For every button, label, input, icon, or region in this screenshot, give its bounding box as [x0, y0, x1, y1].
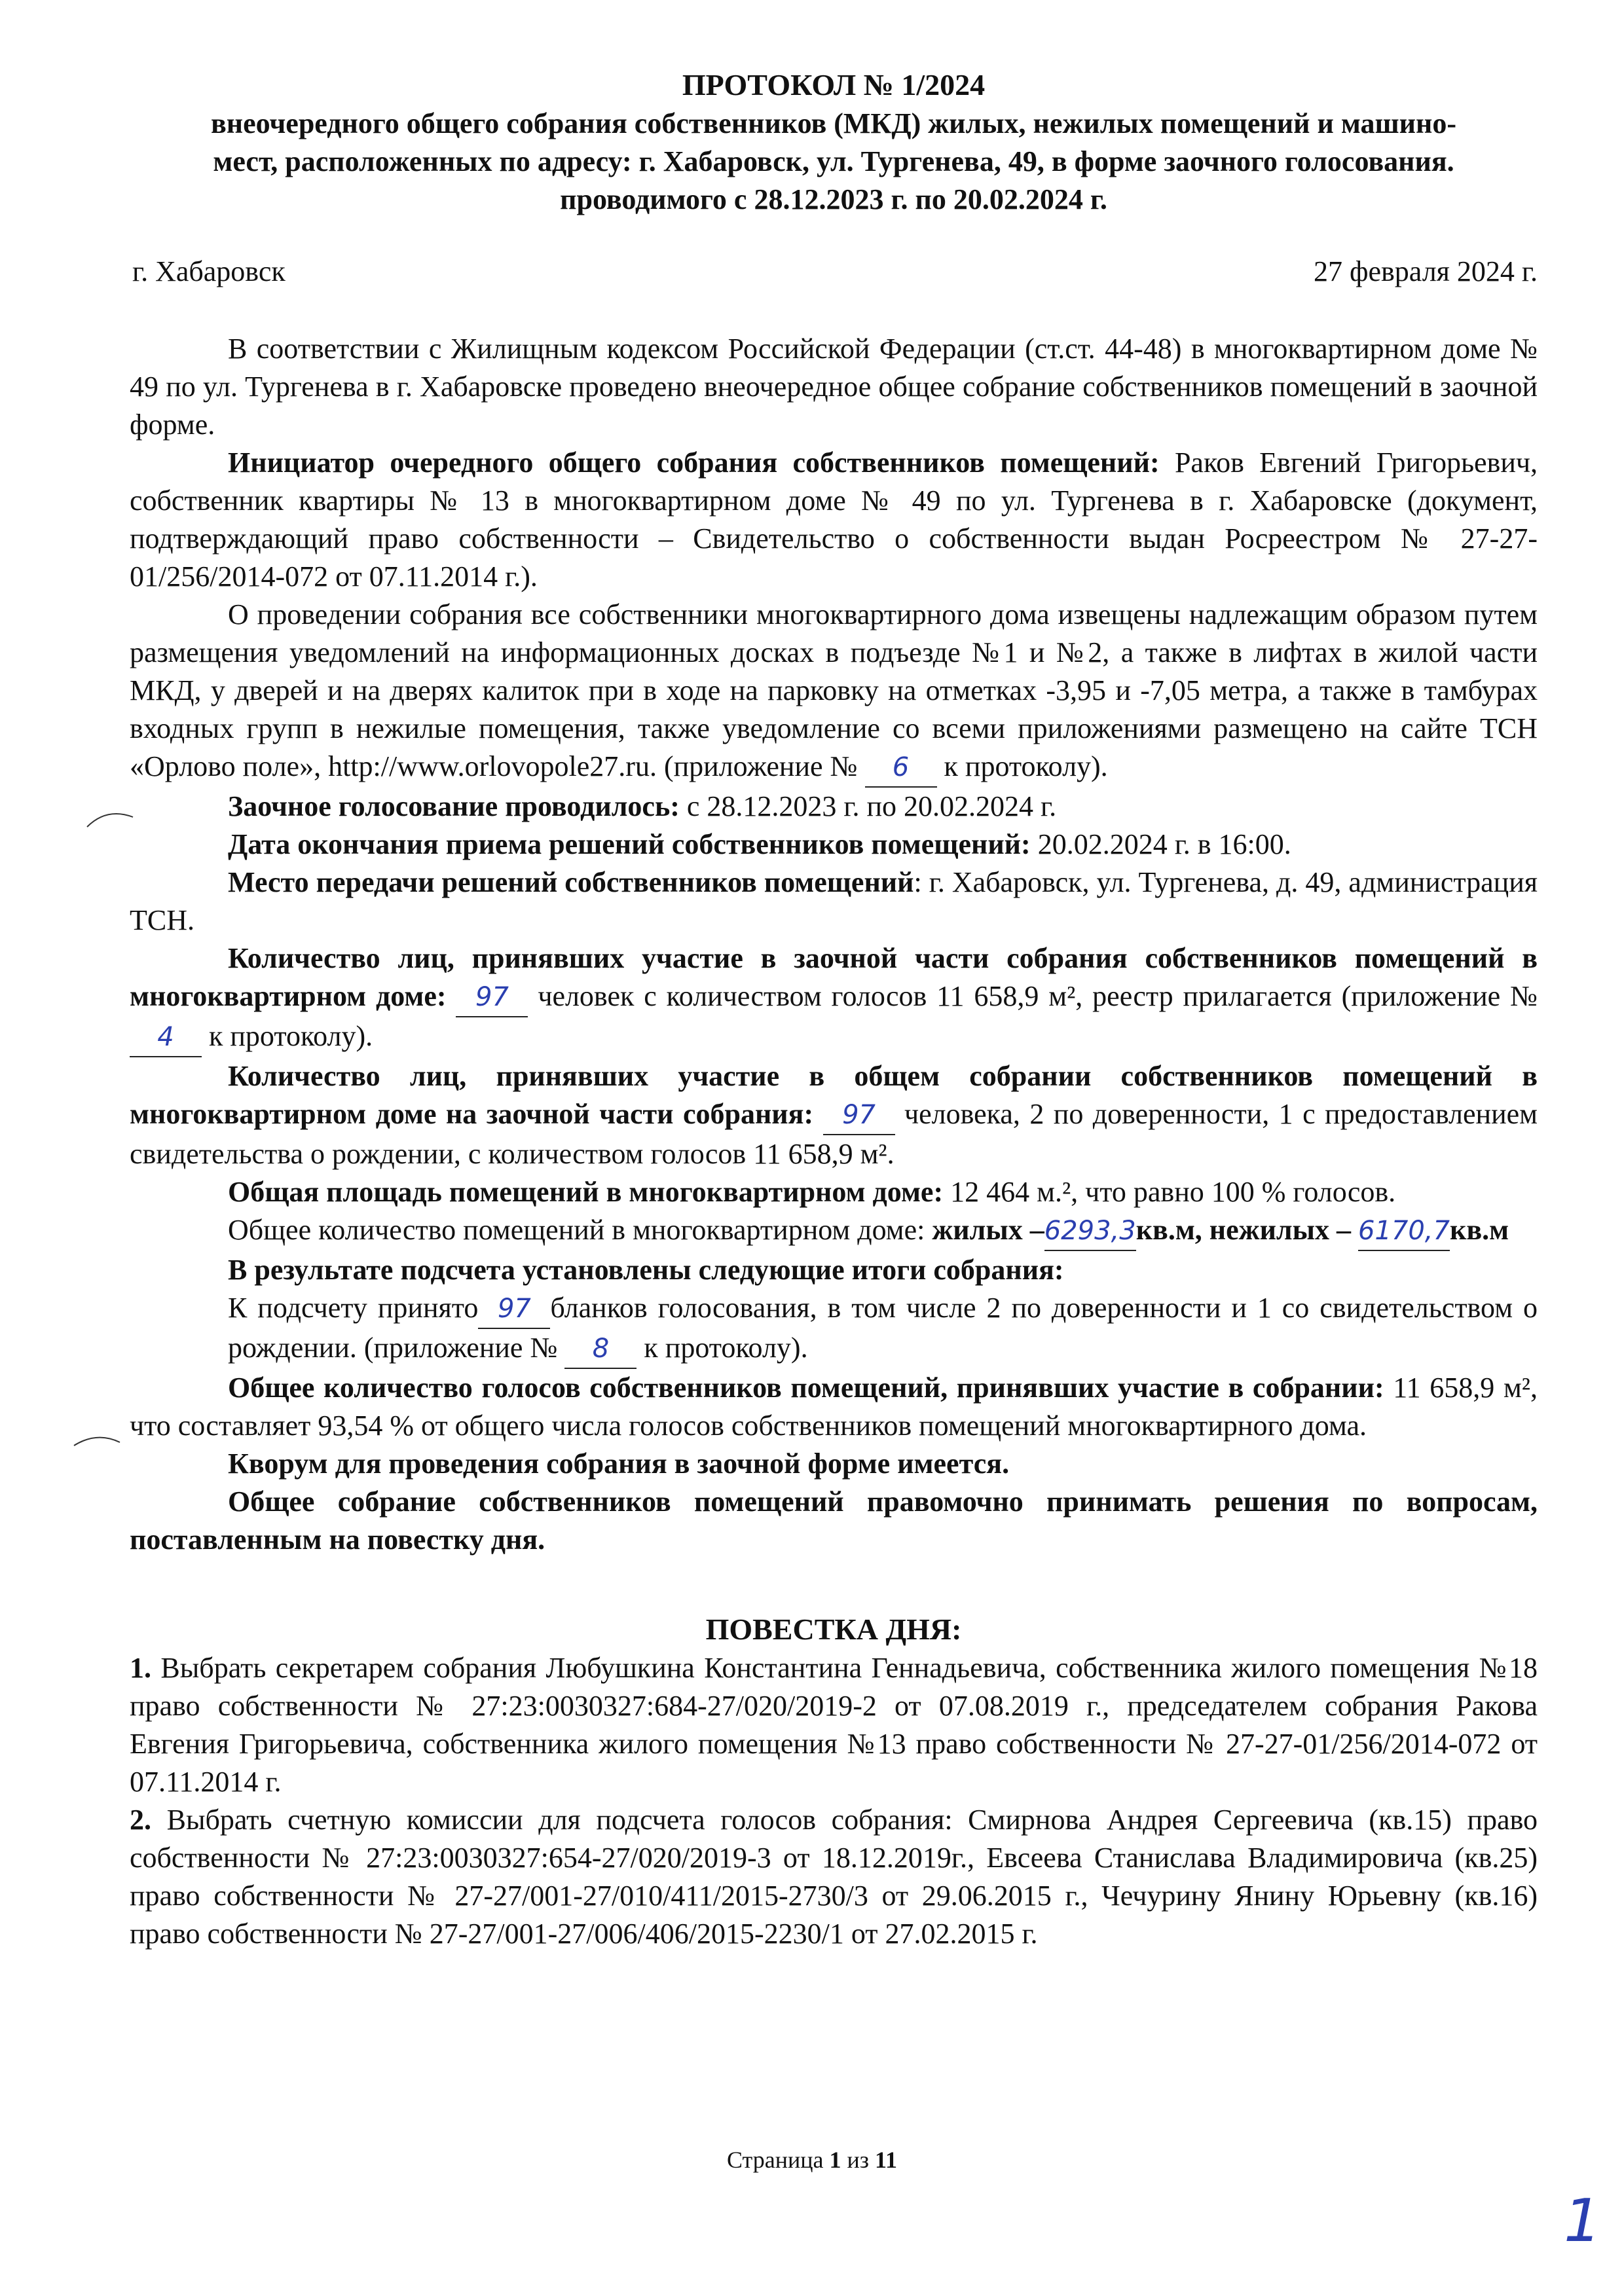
agenda-item-1	[130, 1649, 1538, 1801]
total-area-label: Общая площадь помещений в многоквартирном доме:	[228, 1176, 944, 1208]
handwritten-general-participants-count: 97	[823, 1096, 895, 1135]
notice-text: О проведении собрания все собственники многоквартирного дома извещены надлежащим образом путем размещения уведомлений на информационных досках в подъезде №1 и №2, а также в лифтах в жилой части МКД, у дверей и на дверях калиток при в ходе на парковку на отметках -3,95 и -7,05 метра, а также в тамбурах входных групп в нежилые помещения, также уведомление со всеми приложениями размещено на сайте ТСН «Орлово поле», http://www.orlovopole27.ru. (приложение №	[130, 598, 1538, 782]
participants-tail: к протоколу).	[202, 1020, 373, 1052]
total-area-text: 12 464 м.², что равно 100 % голосов.	[943, 1176, 1396, 1208]
general-participants-paragraph	[130, 1057, 1538, 1173]
agenda-item-number: 2.	[130, 1804, 151, 1836]
protocol-subtitle-line-2: мест, расположенных по адресу: г. Хабаровск, ул. Тургенева, 49, в форме заочного голосования.	[213, 145, 1454, 177]
participants-text: человек с количеством голосов 11 658,9 м², реестр прилагается (приложение №	[528, 980, 1538, 1012]
agenda-item-text: Выбрать секретарем собрания Любушкина Константина Геннадьевича, собственника жилого помещения №18 право собственности № 27:23:0030327:684-27/020/2019-2 от 07.08.2019 г., председателем собрания Ракова Евгения Григорьевича, собственника жилого помещения №13 право собственности № 27-27-01/256/2014-072 от 07.11.2014 г.	[130, 1652, 1538, 1798]
quorum-paragraph: Кворум для проведения собрания в заочной форме имеется.	[228, 1448, 1010, 1480]
protocol-subtitle-line-3: проводимого с 28.12.2023 г. по 20.02.2024 г.	[560, 183, 1107, 215]
handwritten-residential-area: 6293,3	[1044, 1212, 1136, 1251]
page-prefix: Страница	[727, 2147, 830, 2173]
handwritten-appendix-number: 6	[865, 748, 937, 788]
votes-label: Общее количество голосов собственников помещений, принявших участие в собрании:	[228, 1372, 1384, 1404]
agenda-item-text: Выбрать счетную комиссии для подсчета голосов собрания: Смирнова Андрея Сергеевича (кв.15) право собственности № 27:23:0030327:654-27/020/2019-3 от 18.12.2019г., Евсеева Станислава Владимировича (кв.25) право собственности № 27-27/001-27/010/411/2015-2730/3 от 29.06.2015 г., Чечурину Янину Юрьевну (кв.16) право собственности № 27-27/001-27/006/406/2015-2230/1 от 27.02.2015 г.	[130, 1804, 1538, 1950]
delivery-place-paragraph	[130, 864, 1538, 939]
voting-period-paragraph	[130, 788, 1538, 826]
competence-paragraph: Общее собрание собственников помещений правомочно принимать решения по вопросам, поставленным на повестку дня.	[130, 1485, 1538, 1556]
initiator-label: Инициатор очередного общего собрания собственников помещений:	[228, 446, 1160, 479]
ballots-end: к протоколу).	[637, 1332, 808, 1364]
notice-tail: к протоколу).	[936, 750, 1108, 782]
handwritten-nonresidential-area: 6170,7	[1358, 1212, 1450, 1251]
votes-paragraph	[130, 1369, 1538, 1445]
general-participants-label: Количество лиц, принявших участие в общем собрании собственников помещений в многоквартирном доме на заочной части собрания:	[130, 1060, 1538, 1130]
handwritten-registry-appendix: 4	[130, 1018, 202, 1057]
agenda-item-number: 1.	[130, 1652, 151, 1684]
agenda-item-2	[130, 1801, 1538, 1953]
delivery-place-text: : г. Хабаровск, ул. Тургенева, д. 49, администрация ТСН.	[130, 866, 1538, 936]
participants-paragraph	[130, 939, 1538, 1057]
notice-paragraph	[130, 596, 1538, 788]
participants-label: Количество лиц, принявших участие в заочной части собрания собственников помещений в многоквартирном доме:	[130, 942, 1538, 1012]
protocol-subtitle-line-1: внеочередного общего собрания собственников (МКД) жилых, нежилых помещений и машино-	[210, 107, 1457, 139]
intro-paragraph: В соответствии с Жилищным кодексом Российской Федерации (ст.ст. 44-48) в многоквартирном доме № 49 по ул. Тургенева в г. Хабаровске проведено внеочередное общее собрание собственников помещений в заочной форме.	[130, 333, 1538, 441]
votes-text: 11 658,9 м², что составляет 93,54 % от общего числа голосов собственников помещений многоквартирного дома.	[130, 1372, 1538, 1442]
ballots-paragraph	[130, 1289, 1538, 1369]
premises-total-text: Общее количество помещений в многоквартирном доме:	[228, 1214, 932, 1246]
ballots-tail: бланков голосования, в том числе 2 по доверенности и 1 со свидетельством о рождении. (приложение №	[228, 1292, 1538, 1364]
protocol-title: ПРОТОКОЛ № 1/2024	[682, 68, 986, 101]
voting-period-label: Заочное голосование проводилось:	[228, 790, 680, 822]
voting-period-text: с 28.12.2023 г. по 20.02.2024 г.	[679, 790, 1057, 822]
total-area-paragraph	[130, 1173, 1538, 1211]
hole-punch-mark-1	[84, 804, 136, 830]
initiator-text: Раков Евгений Григорьевич, собственник квартиры № 13 в многоквартирном доме № 49 по ул. Тургенева в г. Хабаровске (документ, подтверждающий право собственности – Свидетельство о собственности выдан Росреестром № 27-27-01/256/2014-072 от 07.11.2014 г.).	[130, 446, 1538, 592]
residential-label: жилых –	[932, 1214, 1044, 1246]
handwritten-ballots-count: 97	[478, 1290, 550, 1329]
handwritten-participants-count: 97	[456, 978, 528, 1017]
page-number: 1	[829, 2147, 841, 2173]
place-date-line	[130, 253, 1538, 291]
area-unit: кв.м	[1449, 1214, 1509, 1246]
city: г. Хабаровск	[132, 255, 286, 287]
deadline-text: 20.02.2024 г. в 16:00.	[1030, 828, 1291, 860]
delivery-place-label: Место передачи решений собственников помещений	[228, 866, 914, 898]
document-content	[130, 65, 1538, 1953]
page-footer	[0, 2146, 1624, 2174]
handwritten-ballots-appendix: 8	[564, 1330, 637, 1369]
agenda-title: ПОВЕСТКА ДНЯ:	[705, 1613, 962, 1646]
initiator-paragraph	[130, 444, 1538, 596]
ballots-text: К подсчету принято	[228, 1292, 479, 1324]
general-participants-text: человека, 2 по доверенности, 1 с предоставлением свидетельства о рождении, с количеством голосов 11 658,9 м².	[130, 1098, 1538, 1170]
premises-total-paragraph	[130, 1211, 1538, 1251]
handwritten-page-mark: 1	[1564, 2187, 1602, 2255]
protocol-date: 27 февраля 2024 г.	[1313, 255, 1538, 287]
results-label: В результате подсчета установлены следующие итоги собрания:	[228, 1254, 1064, 1286]
page-total: 11	[874, 2147, 897, 2173]
deadline-paragraph	[130, 826, 1538, 864]
hole-punch-mark-2	[71, 1426, 123, 1452]
deadline-label: Дата окончания приема решений собственников помещений:	[228, 828, 1031, 860]
nonresidential-label: кв.м, нежилых –	[1135, 1214, 1351, 1246]
results-heading-paragraph	[130, 1251, 1538, 1289]
page-mid: из	[841, 2147, 875, 2173]
